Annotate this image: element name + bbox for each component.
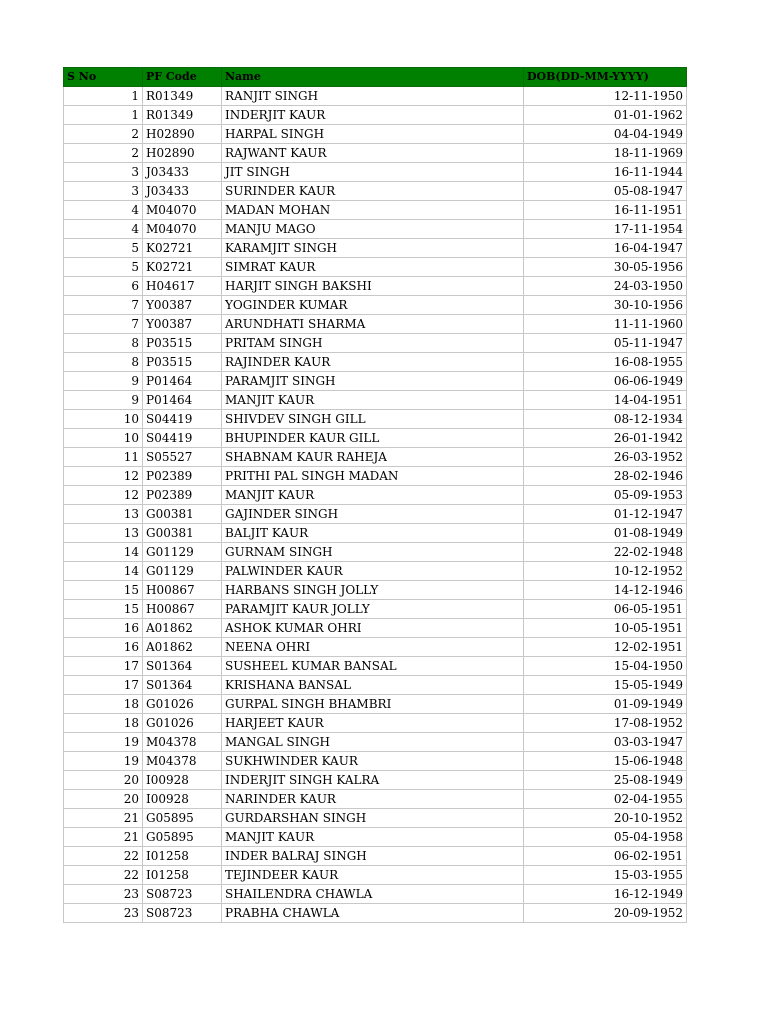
cell-name[interactable]: PARAMJIT SINGH [222, 372, 524, 391]
cell-name[interactable]: BHUPINDER KAUR GILL [222, 429, 524, 448]
cell-s-no[interactable]: 10 [64, 410, 143, 429]
table-row [64, 448, 687, 467]
table-row [64, 676, 687, 695]
cell-name[interactable]: SHABNAM KAUR RAHEJA [222, 448, 524, 467]
table-body [64, 87, 687, 923]
table-row [64, 733, 687, 752]
cell-pf-code[interactable]: S05527 [143, 448, 222, 467]
cell-s-no[interactable]: 11 [64, 448, 143, 467]
cell-dob[interactable]: 12-11-1950 [524, 87, 687, 106]
cell-s-no[interactable]: 21 [64, 809, 143, 828]
cell-pf-code[interactable]: Y00387 [143, 315, 222, 334]
cell-name[interactable]: GURPAL SINGH BHAMBRI [222, 695, 524, 714]
table-row [64, 353, 687, 372]
table-row [64, 429, 687, 448]
cell-s-no[interactable]: 6 [64, 277, 143, 296]
table-row [64, 828, 687, 847]
cell-pf-code[interactable]: J03433 [143, 182, 222, 201]
table-row [64, 163, 687, 182]
cell-pf-code[interactable]: J03433 [143, 163, 222, 182]
cell-name[interactable]: MANJIT KAUR [222, 391, 524, 410]
cell-name[interactable]: ARUNDHATI SHARMA [222, 315, 524, 334]
header-name[interactable]: Name [222, 68, 524, 87]
cell-name[interactable]: SURINDER KAUR [222, 182, 524, 201]
cell-dob[interactable]: 22-02-1948 [524, 543, 687, 562]
cell-s-no[interactable]: 20 [64, 790, 143, 809]
cell-s-no[interactable]: 13 [64, 505, 143, 524]
cell-dob[interactable]: 10-05-1951 [524, 619, 687, 638]
cell-s-no[interactable]: 15 [64, 600, 143, 619]
cell-s-no[interactable]: 16 [64, 638, 143, 657]
cell-pf-code[interactable]: P02389 [143, 467, 222, 486]
cell-dob[interactable]: 06-05-1951 [524, 600, 687, 619]
cell-dob[interactable]: 15-05-1949 [524, 676, 687, 695]
cell-s-no[interactable]: 3 [64, 163, 143, 182]
cell-name[interactable]: INDERJIT SINGH KALRA [222, 771, 524, 790]
table-row [64, 581, 687, 600]
cell-s-no[interactable]: 23 [64, 885, 143, 904]
cell-dob[interactable]: 11-11-1960 [524, 315, 687, 334]
cell-dob[interactable]: 06-06-1949 [524, 372, 687, 391]
header-pf-code[interactable]: PF Code [143, 68, 222, 87]
cell-name[interactable]: KARAMJIT SINGH [222, 239, 524, 258]
cell-dob[interactable]: 01-12-1947 [524, 505, 687, 524]
cell-dob[interactable]: 26-03-1952 [524, 448, 687, 467]
cell-s-no[interactable]: 8 [64, 334, 143, 353]
table-row [64, 201, 687, 220]
cell-name[interactable]: GURNAM SINGH [222, 543, 524, 562]
table-row [64, 372, 687, 391]
table-row [64, 87, 687, 106]
cell-dob[interactable]: 28-02-1946 [524, 467, 687, 486]
cell-pf-code[interactable]: P03515 [143, 334, 222, 353]
cell-pf-code[interactable]: K02721 [143, 239, 222, 258]
cell-s-no[interactable]: 15 [64, 581, 143, 600]
cell-s-no[interactable]: 8 [64, 353, 143, 372]
cell-name[interactable]: SHAILENDRA CHAWLA [222, 885, 524, 904]
table-row [64, 467, 687, 486]
cell-name[interactable]: PRITAM SINGH [222, 334, 524, 353]
cell-name[interactable]: NARINDER KAUR [222, 790, 524, 809]
cell-dob[interactable]: 15-03-1955 [524, 866, 687, 885]
cell-dob[interactable]: 08-12-1934 [524, 410, 687, 429]
cell-name[interactable]: RANJIT SINGH [222, 87, 524, 106]
cell-dob[interactable]: 15-06-1948 [524, 752, 687, 771]
cell-dob[interactable]: 26-01-1942 [524, 429, 687, 448]
cell-pf-code[interactable]: H00867 [143, 600, 222, 619]
cell-s-no[interactable]: 18 [64, 714, 143, 733]
table-row [64, 239, 687, 258]
cell-dob[interactable]: 05-04-1958 [524, 828, 687, 847]
cell-s-no[interactable]: 17 [64, 657, 143, 676]
cell-pf-code[interactable]: M04378 [143, 733, 222, 752]
header-s-no[interactable]: S No [64, 68, 143, 87]
cell-name[interactable]: PRABHA CHAWLA [222, 904, 524, 923]
cell-dob[interactable]: 06-02-1951 [524, 847, 687, 866]
cell-pf-code[interactable]: G01129 [143, 543, 222, 562]
cell-pf-code[interactable]: P03515 [143, 353, 222, 372]
cell-pf-code[interactable]: R01349 [143, 106, 222, 125]
cell-pf-code[interactable]: H00867 [143, 581, 222, 600]
table-row [64, 106, 687, 125]
table-row [64, 144, 687, 163]
table-row [64, 277, 687, 296]
cell-dob[interactable]: 01-09-1949 [524, 695, 687, 714]
cell-s-no[interactable]: 16 [64, 619, 143, 638]
table-row [64, 182, 687, 201]
table-row [64, 524, 687, 543]
cell-dob[interactable]: 25-08-1949 [524, 771, 687, 790]
cell-dob[interactable]: 16-11-1944 [524, 163, 687, 182]
cell-pf-code[interactable]: H04617 [143, 277, 222, 296]
cell-dob[interactable]: 30-10-1956 [524, 296, 687, 315]
table-row [64, 334, 687, 353]
cell-dob[interactable]: 14-04-1951 [524, 391, 687, 410]
cell-pf-code[interactable]: G00381 [143, 505, 222, 524]
cell-name[interactable]: HARPAL SINGH [222, 125, 524, 144]
cell-name[interactable]: BALJIT KAUR [222, 524, 524, 543]
cell-name[interactable]: RAJWANT KAUR [222, 144, 524, 163]
table-row [64, 638, 687, 657]
cell-pf-code[interactable]: A01862 [143, 638, 222, 657]
cell-pf-code[interactable]: M04070 [143, 201, 222, 220]
cell-dob[interactable]: 16-11-1951 [524, 201, 687, 220]
table-row [64, 904, 687, 923]
cell-pf-code[interactable]: G01026 [143, 714, 222, 733]
header-dob[interactable]: DOB(DD-MM-YYYY) [524, 68, 687, 87]
cell-s-no[interactable]: 22 [64, 866, 143, 885]
cell-pf-code[interactable]: P01464 [143, 391, 222, 410]
table-row [64, 505, 687, 524]
cell-s-no[interactable]: 17 [64, 676, 143, 695]
table-row [64, 695, 687, 714]
cell-s-no[interactable]: 9 [64, 391, 143, 410]
spreadsheet-sheet [63, 67, 686, 923]
table-row [64, 847, 687, 866]
cell-s-no[interactable]: 12 [64, 486, 143, 505]
cell-pf-code[interactable]: I00928 [143, 790, 222, 809]
cell-name[interactable]: MADAN MOHAN [222, 201, 524, 220]
cell-name[interactable]: MANGAL SINGH [222, 733, 524, 752]
table-row [64, 619, 687, 638]
cell-name[interactable]: SUKHWINDER KAUR [222, 752, 524, 771]
table-row [64, 410, 687, 429]
cell-s-no[interactable]: 4 [64, 220, 143, 239]
table-row [64, 809, 687, 828]
cell-s-no[interactable]: 7 [64, 296, 143, 315]
cell-name[interactable]: INDER BALRAJ SINGH [222, 847, 524, 866]
cell-pf-code[interactable]: I01258 [143, 866, 222, 885]
cell-dob[interactable]: 14-12-1946 [524, 581, 687, 600]
cell-s-no[interactable]: 20 [64, 771, 143, 790]
cell-s-no[interactable]: 4 [64, 201, 143, 220]
cell-dob[interactable]: 17-08-1952 [524, 714, 687, 733]
cell-name[interactable]: HARJEET KAUR [222, 714, 524, 733]
cell-pf-code[interactable]: M04378 [143, 752, 222, 771]
cell-s-no[interactable]: 19 [64, 752, 143, 771]
table-row [64, 714, 687, 733]
table-row [64, 771, 687, 790]
cell-dob[interactable]: 17-11-1954 [524, 220, 687, 239]
cell-s-no[interactable]: 19 [64, 733, 143, 752]
cell-pf-code[interactable]: G01026 [143, 695, 222, 714]
cell-s-no[interactable]: 2 [64, 144, 143, 163]
cell-dob[interactable]: 15-04-1950 [524, 657, 687, 676]
cell-dob[interactable]: 01-01-1962 [524, 106, 687, 125]
cell-name[interactable]: HARBANS SINGH JOLLY [222, 581, 524, 600]
table-row [64, 885, 687, 904]
cell-s-no[interactable]: 13 [64, 524, 143, 543]
table-row [64, 600, 687, 619]
cell-name[interactable]: INDERJIT KAUR [222, 106, 524, 125]
cell-s-no[interactable]: 14 [64, 543, 143, 562]
cell-s-no[interactable]: 14 [64, 562, 143, 581]
cell-pf-code[interactable]: S08723 [143, 904, 222, 923]
table-row [64, 562, 687, 581]
cell-pf-code[interactable]: S04419 [143, 410, 222, 429]
cell-name[interactable]: NEENA OHRI [222, 638, 524, 657]
table-row [64, 752, 687, 771]
cell-pf-code[interactable]: R01349 [143, 87, 222, 106]
cell-name[interactable]: SIMRAT KAUR [222, 258, 524, 277]
cell-name[interactable]: GURDARSHAN SINGH [222, 809, 524, 828]
header-row [64, 68, 687, 87]
cell-dob[interactable]: 10-12-1952 [524, 562, 687, 581]
cell-name[interactable]: ASHOK KUMAR OHRI [222, 619, 524, 638]
cell-s-no[interactable]: 12 [64, 467, 143, 486]
table-row [64, 296, 687, 315]
cell-s-no[interactable]: 3 [64, 182, 143, 201]
cell-dob[interactable]: 05-08-1947 [524, 182, 687, 201]
table-row [64, 315, 687, 334]
cell-name[interactable]: MANJIT KAUR [222, 486, 524, 505]
cell-s-no[interactable]: 21 [64, 828, 143, 847]
cell-name[interactable]: YOGINDER KUMAR [222, 296, 524, 315]
cell-name[interactable]: PARAMJIT KAUR JOLLY [222, 600, 524, 619]
cell-dob[interactable]: 01-08-1949 [524, 524, 687, 543]
cell-pf-code[interactable]: I01258 [143, 847, 222, 866]
cell-s-no[interactable]: 18 [64, 695, 143, 714]
cell-pf-code[interactable]: I00928 [143, 771, 222, 790]
cell-s-no[interactable]: 2 [64, 125, 143, 144]
cell-name[interactable]: PRITHI PAL SINGH MADAN [222, 467, 524, 486]
cell-name[interactable]: SHIVDEV SINGH GILL [222, 410, 524, 429]
table-row [64, 125, 687, 144]
cell-dob[interactable]: 30-05-1956 [524, 258, 687, 277]
cell-dob[interactable]: 20-09-1952 [524, 904, 687, 923]
cell-dob[interactable]: 05-09-1953 [524, 486, 687, 505]
cell-pf-code[interactable]: H02890 [143, 125, 222, 144]
cell-pf-code[interactable]: S01364 [143, 676, 222, 695]
table-row [64, 543, 687, 562]
cell-pf-code[interactable]: G01129 [143, 562, 222, 581]
table-row [64, 258, 687, 277]
cell-s-no[interactable]: 1 [64, 87, 143, 106]
cell-s-no[interactable]: 22 [64, 847, 143, 866]
cell-pf-code[interactable]: G05895 [143, 809, 222, 828]
cell-name[interactable]: SUSHEEL KUMAR BANSAL [222, 657, 524, 676]
cell-dob[interactable]: 16-12-1949 [524, 885, 687, 904]
cell-name[interactable]: GAJINDER SINGH [222, 505, 524, 524]
cell-dob[interactable]: 16-04-1947 [524, 239, 687, 258]
cell-pf-code[interactable]: P02389 [143, 486, 222, 505]
cell-s-no[interactable]: 9 [64, 372, 143, 391]
cell-pf-code[interactable]: M04070 [143, 220, 222, 239]
cell-name[interactable]: RAJINDER KAUR [222, 353, 524, 372]
cell-dob[interactable]: 20-10-1952 [524, 809, 687, 828]
cell-pf-code[interactable]: S08723 [143, 885, 222, 904]
cell-s-no[interactable]: 10 [64, 429, 143, 448]
table-row [64, 486, 687, 505]
cell-dob[interactable]: 03-03-1947 [524, 733, 687, 752]
cell-name[interactable]: PALWINDER KAUR [222, 562, 524, 581]
cell-s-no[interactable]: 7 [64, 315, 143, 334]
cell-pf-code[interactable]: P01464 [143, 372, 222, 391]
cell-s-no[interactable]: 5 [64, 258, 143, 277]
table-row [64, 657, 687, 676]
cell-pf-code[interactable]: G00381 [143, 524, 222, 543]
cell-pf-code[interactable]: K02721 [143, 258, 222, 277]
cell-dob[interactable]: 05-11-1947 [524, 334, 687, 353]
cell-s-no[interactable]: 1 [64, 106, 143, 125]
cell-name[interactable]: KRISHANA BANSAL [222, 676, 524, 695]
cell-pf-code[interactable]: G05895 [143, 828, 222, 847]
cell-name[interactable]: MANJIT KAUR [222, 828, 524, 847]
cell-dob[interactable]: 18-11-1969 [524, 144, 687, 163]
table-row [64, 220, 687, 239]
table-row [64, 790, 687, 809]
cell-pf-code[interactable]: A01862 [143, 619, 222, 638]
cell-pf-code[interactable]: H02890 [143, 144, 222, 163]
cell-name[interactable]: MANJU MAGO [222, 220, 524, 239]
cell-s-no[interactable]: 23 [64, 904, 143, 923]
cell-dob[interactable]: 02-04-1955 [524, 790, 687, 809]
cell-s-no[interactable]: 5 [64, 239, 143, 258]
cell-dob[interactable]: 04-04-1949 [524, 125, 687, 144]
table-row [64, 866, 687, 885]
cell-dob[interactable]: 24-03-1950 [524, 277, 687, 296]
cell-name[interactable]: JIT SINGH [222, 163, 524, 182]
pf-members-table [63, 67, 687, 923]
cell-pf-code[interactable]: Y00387 [143, 296, 222, 315]
cell-pf-code[interactable]: S01364 [143, 657, 222, 676]
cell-name[interactable]: HARJIT SINGH BAKSHI [222, 277, 524, 296]
cell-dob[interactable]: 12-02-1951 [524, 638, 687, 657]
cell-dob[interactable]: 16-08-1955 [524, 353, 687, 372]
cell-name[interactable]: TEJINDEER KAUR [222, 866, 524, 885]
table-row [64, 391, 687, 410]
cell-pf-code[interactable]: S04419 [143, 429, 222, 448]
